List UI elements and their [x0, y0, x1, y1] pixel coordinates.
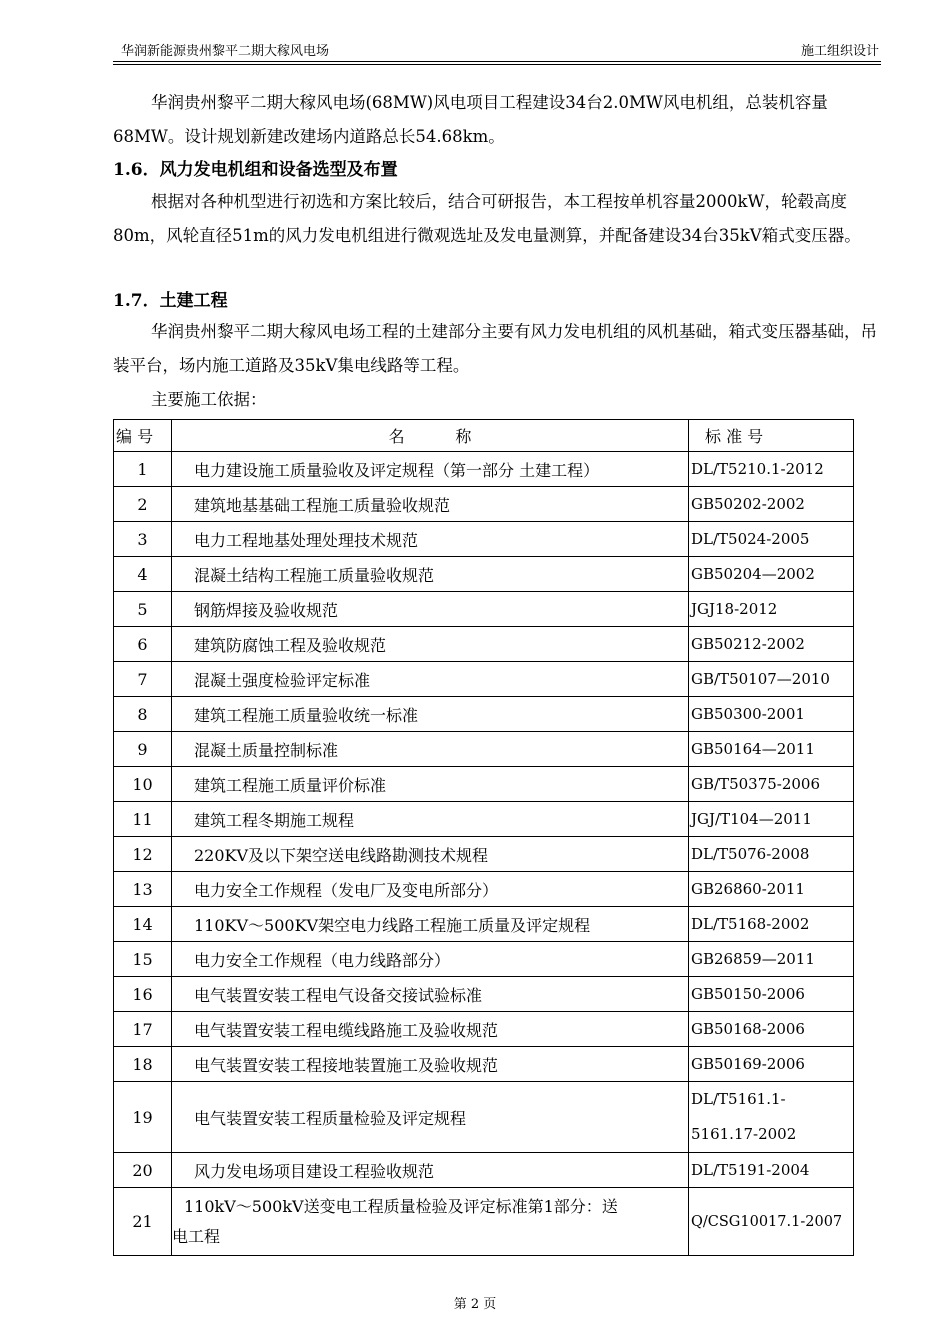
row-name: 混凝土结构工程施工质量验收规范 [172, 557, 689, 592]
row-code: GB/T50375-2006 [689, 767, 854, 802]
row-number: 19 [114, 1082, 172, 1153]
row-number: 2 [114, 487, 172, 522]
row-number: 11 [114, 802, 172, 837]
header-name: 名 称 [172, 420, 689, 452]
row-code: DL/T5191-2004 [689, 1153, 854, 1188]
row-code [689, 1082, 854, 1153]
row-code: GB50164—2011 [689, 732, 854, 767]
row-code: GB50169-2006 [689, 1047, 854, 1082]
row-name: 建筑防腐蚀工程及验收规范 [172, 627, 689, 662]
row-number: 4 [114, 557, 172, 592]
table-row [114, 627, 854, 662]
row-number: 15 [114, 942, 172, 977]
row-name: 电气装置安装工程接地装置施工及验收规范 [172, 1047, 689, 1082]
header-number: 编 号 [114, 420, 172, 452]
row-number: 10 [114, 767, 172, 802]
table-row [114, 487, 854, 522]
paragraph-project-scale: 华润贵州黎平二期大稼风电场(68MW)风电项目工程建设34台2.0MW风电机组，总装机容量68MW。设计规划新建改建场内道路总长54.68km。 [113, 93, 828, 146]
row-name: 电力建设施工质量验收及评定规程（第一部分 土建工程） [172, 452, 689, 487]
row-code: DL/T5168-2002 [689, 907, 854, 942]
paragraph-basis-intro: 主要施工依据： [151, 390, 267, 409]
row-number: 5 [114, 592, 172, 627]
row-code: GB50204—2002 [689, 557, 854, 592]
header-rule [113, 64, 881, 65]
row-name: 钢筋焊接及验收规范 [172, 592, 689, 627]
row-number: 14 [114, 907, 172, 942]
table-row [114, 767, 854, 802]
table-row [114, 452, 854, 487]
table-row [114, 1082, 854, 1153]
table-row [114, 872, 854, 907]
row-code: Q/CSG10017.1-2007 [689, 1188, 854, 1256]
table-header-row [114, 420, 854, 452]
row-code: JGJ18-2012 [689, 592, 854, 627]
row-code-line: DL/T5161.1- [691, 1090, 786, 1108]
row-code: GB26860-2011 [689, 872, 854, 907]
row-number: 1 [114, 452, 172, 487]
row-code-line: 5161.17-2002 [691, 1125, 797, 1143]
table-row [114, 1047, 854, 1082]
row-number: 6 [114, 627, 172, 662]
table-row [114, 732, 854, 767]
paragraph-turbine-selection: 根据对各种机型进行初选和方案比较后，结合可研报告，本工程按单机容量2000kW，轮毂高度80m，风轮直径51m的风力发电机组进行微观选址及发电量测算，并配备建设34台35kV箱式变压器。 [113, 192, 861, 245]
page-number: 第 2 页 [453, 1297, 497, 1312]
page-header [113, 41, 881, 62]
row-name: 220KV及以下架空送电线路勘测技术规程 [172, 837, 689, 872]
table-row [114, 697, 854, 732]
row-code: GB50212-2002 [689, 627, 854, 662]
heading-1-7: 1.7．土建工程 [113, 291, 228, 311]
heading-1-6: 1.6．风力发电机组和设备选型及布置 [113, 160, 398, 180]
row-code: GB/T50107—2010 [689, 662, 854, 697]
row-name: 建筑工程施工质量验收统一标准 [172, 697, 689, 732]
row-name: 建筑工程冬期施工规程 [172, 802, 689, 837]
table-row [114, 1188, 854, 1256]
row-name: 电力工程地基处理处理技术规范 [172, 522, 689, 557]
table-row [114, 942, 854, 977]
row-code: DL/T5210.1-2012 [689, 452, 854, 487]
row-number: 9 [114, 732, 172, 767]
row-name: 电力安全工作规程（电力线路部分） [172, 942, 689, 977]
row-code: GB50150-2006 [689, 977, 854, 1012]
table-row [114, 977, 854, 1012]
header-doc-type: 施工组织设计 [800, 44, 879, 59]
row-code: GB50168-2006 [689, 1012, 854, 1047]
row-code: GB50202-2002 [689, 487, 854, 522]
row-number: 18 [114, 1047, 172, 1082]
row-number: 8 [114, 697, 172, 732]
table-row [114, 1012, 854, 1047]
table-row [114, 557, 854, 592]
row-number: 12 [114, 837, 172, 872]
row-name: 电气装置安装工程质量检验及评定规程 [172, 1082, 689, 1153]
row-number: 21 [114, 1188, 172, 1256]
row-name: 110KV～500KV架空电力线路工程施工质量及评定规程 [172, 907, 689, 942]
row-name: 电力安全工作规程（发电厂及变电所部分） [172, 872, 689, 907]
row-name: 建筑工程施工质量评价标准 [172, 767, 689, 802]
row-number: 20 [114, 1153, 172, 1188]
row-name: 风力发电场项目建设工程验收规范 [172, 1153, 689, 1188]
row-name: 电气装置安装工程电缆线路施工及验收规范 [172, 1012, 689, 1047]
row-code: JGJ/T104—2011 [689, 802, 854, 837]
row-name: 电气装置安装工程电气设备交接试验标准 [172, 977, 689, 1012]
table-row [114, 662, 854, 697]
table-row [114, 907, 854, 942]
row-code: DL/T5076-2008 [689, 837, 854, 872]
row-number: 17 [114, 1012, 172, 1047]
row-number: 3 [114, 522, 172, 557]
table-row [114, 837, 854, 872]
row-name-line: 110kV～500kV送变电工程质量检验及评定标准第1部分：送 [184, 1196, 618, 1216]
row-name: 混凝土质量控制标准 [172, 732, 689, 767]
row-name-line: 电工程 [172, 1226, 221, 1246]
table-row [114, 592, 854, 627]
row-code: GB50300-2001 [689, 697, 854, 732]
row-number: 13 [114, 872, 172, 907]
header-code: 标 准 号 [689, 420, 854, 452]
standards-table [113, 419, 854, 1256]
row-number: 16 [114, 977, 172, 1012]
table-row [114, 802, 854, 837]
paragraph-civil-works: 华润贵州黎平二期大稼风电场工程的土建部分主要有风力发电机组的风机基础，箱式变压器基础，吊装平台，场内施工道路及35kV集电线路等工程。 [113, 322, 877, 375]
table-row [114, 522, 854, 557]
header-project-name: 华润新能源贵州黎平二期大稼风电场 [121, 44, 330, 59]
row-name [172, 1188, 689, 1256]
row-code: DL/T5024-2005 [689, 522, 854, 557]
row-name: 建筑地基基础工程施工质量验收规范 [172, 487, 689, 522]
row-number: 7 [114, 662, 172, 697]
row-name: 混凝土强度检验评定标准 [172, 662, 689, 697]
table-row [114, 1153, 854, 1188]
row-code: GB26859—2011 [689, 942, 854, 977]
